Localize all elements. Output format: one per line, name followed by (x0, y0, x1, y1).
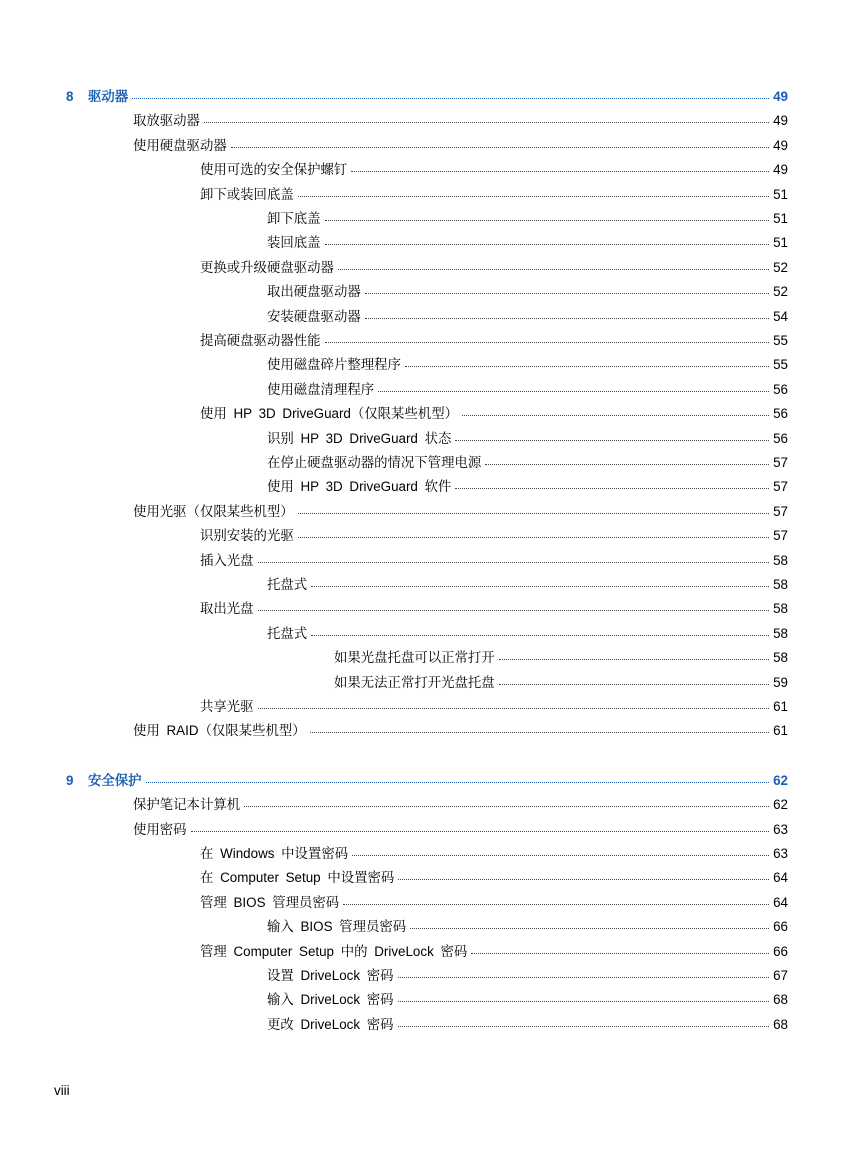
toc-entry[interactable] (0, 477, 788, 497)
toc-page-number: 49 (773, 89, 788, 104)
dot-leader (338, 268, 769, 270)
dot-leader (310, 731, 769, 733)
toc-entry[interactable] (0, 526, 788, 546)
dot-leader (191, 830, 770, 832)
toc-entry[interactable] (0, 575, 788, 595)
toc-page-number: 51 (773, 211, 788, 226)
toc-entry[interactable] (0, 136, 788, 156)
toc-page-number: 68 (773, 992, 788, 1008)
dot-leader (298, 195, 769, 197)
dot-leader (351, 170, 769, 172)
toc-entry-title: 管理 BIOS 管理员密码 (200, 894, 340, 910)
toc-entry[interactable] (0, 599, 788, 619)
dot-leader (311, 585, 769, 587)
toc-page-number: 58 (773, 601, 788, 617)
toc-entry-title: 如果光盘托盘可以正常打开 (334, 650, 495, 666)
toc-entry[interactable] (0, 502, 788, 522)
toc-entry-title: 管理 Computer Setup 中的 DriveLock 密码 (200, 943, 468, 959)
toc-entry-title: 取放驱动器 (133, 113, 200, 129)
toc-entry-title: 提高硬盘驱动器性能 (200, 333, 321, 348)
toc-page-number: 49 (773, 137, 788, 153)
toc-page-number: 64 (773, 870, 788, 886)
toc-entry[interactable] (0, 795, 788, 815)
toc-entry-title: 卸下底盖 (267, 211, 321, 226)
dot-leader (462, 414, 769, 416)
toc-entry-title: 安装硬盘驱动器 (267, 308, 361, 324)
dot-leader (311, 634, 769, 636)
dot-leader (485, 463, 769, 465)
toc-entry[interactable] (0, 673, 788, 693)
toc-page-number: 56 (773, 381, 788, 397)
toc-entry[interactable] (0, 721, 788, 741)
toc-entry[interactable] (0, 111, 788, 131)
toc-entry-title: 驱动器 (88, 89, 129, 104)
toc-page-number: 59 (773, 674, 788, 690)
dot-leader (398, 1025, 770, 1027)
toc-entry-title: 输入 BIOS 管理员密码 (267, 919, 407, 935)
toc-page-number: 58 (773, 577, 788, 592)
toc-entry[interactable] (0, 551, 788, 571)
toc-entry-title: 托盘式 (267, 577, 308, 592)
toc-entry-title: 使用磁盘碎片整理程序 (267, 357, 401, 373)
toc-page-number: 55 (773, 357, 788, 373)
toc-entry-title: 插入光盘 (200, 552, 254, 568)
dot-leader (499, 658, 769, 660)
toc-entry-title: 安全保护 (88, 772, 142, 788)
toc-chapter-number: 8 (66, 89, 74, 104)
toc-entry-title: 托盘式 (267, 625, 308, 641)
toc-page-number: 67 (773, 968, 788, 983)
dot-leader (204, 121, 769, 123)
toc-entry-title: 在 Computer Setup 中设置密码 (200, 870, 395, 886)
toc-page-number: 61 (773, 723, 788, 739)
dot-leader (258, 707, 770, 709)
dot-leader (455, 487, 769, 489)
toc-entry-title: 使用密码 (133, 821, 187, 837)
dot-leader (398, 976, 770, 978)
toc-entry-title: 使用 HP 3D DriveGuard（仅限某些机型） (200, 406, 459, 422)
toc-entry-title: 设置 DriveLock 密码 (267, 968, 394, 983)
toc-page-number: 64 (773, 894, 788, 910)
toc-entry[interactable] (0, 868, 788, 888)
dot-leader (499, 683, 769, 685)
dot-leader (352, 854, 769, 856)
toc-page-number: 63 (773, 846, 788, 861)
toc-entry-title: 更改 DriveLock 密码 (267, 1016, 394, 1032)
toc-entry[interactable] (0, 966, 788, 986)
toc-entry[interactable] (0, 697, 788, 717)
toc-entry[interactable] (0, 942, 788, 962)
toc-page-number: 57 (773, 479, 788, 495)
toc-page-number: 61 (773, 699, 788, 714)
toc-page-number: 66 (773, 943, 788, 959)
toc-entry-title: 装回底盖 (267, 235, 321, 251)
toc-page-number: 62 (773, 772, 788, 788)
dot-leader (146, 781, 770, 783)
dot-leader (398, 878, 769, 880)
toc-entry-title: 卸下或装回底盖 (200, 186, 294, 202)
toc-page-number: 51 (773, 235, 788, 251)
toc-entry[interactable] (0, 429, 788, 449)
toc-page-number: 52 (773, 284, 788, 300)
dot-leader (378, 390, 769, 392)
toc-entry-title: 识别安装的光驱 (200, 528, 294, 544)
toc-page-number: 55 (773, 333, 788, 348)
toc-entry[interactable] (0, 624, 788, 644)
toc-entry[interactable] (0, 233, 788, 253)
toc-page-number: 57 (773, 503, 788, 519)
dot-leader (298, 536, 769, 538)
toc-entry-title: 取出硬盘驱动器 (267, 284, 361, 300)
toc-chapter-number: 9 (66, 772, 74, 788)
toc-entry-title: 在 Windows 中设置密码 (200, 846, 349, 861)
toc-page-number: 52 (773, 259, 788, 275)
toc-page-number: 66 (773, 919, 788, 935)
dot-leader (132, 97, 769, 99)
toc-page-number: 58 (773, 650, 788, 666)
toc-page-number: 62 (773, 797, 788, 813)
toc-entry-title: 保护笔记本计算机 (133, 797, 241, 813)
toc-page-number: 63 (773, 821, 788, 837)
toc-page-number: 57 (773, 528, 788, 544)
toc-entry[interactable] (0, 331, 788, 351)
toc-entry-title: 使用 HP 3D DriveGuard 软件 (267, 479, 452, 495)
dot-leader (343, 903, 769, 905)
toc-page-number: 49 (773, 162, 788, 178)
dot-leader (365, 317, 769, 319)
toc-page-number: 68 (773, 1016, 788, 1032)
dot-leader (325, 219, 770, 221)
toc-entry-title: 使用光驱（仅限某些机型） (133, 503, 294, 519)
toc-entry-title: 输入 DriveLock 密码 (267, 992, 394, 1008)
toc-entry[interactable] (0, 648, 788, 668)
toc-entry[interactable] (0, 160, 788, 180)
toc-entry[interactable] (0, 990, 788, 1010)
toc-page-number: 58 (773, 625, 788, 641)
toc-entry[interactable] (0, 282, 788, 302)
toc-entry-title: 如果无法正常打开光盘托盘 (334, 674, 495, 690)
toc-entry[interactable] (0, 209, 788, 229)
dot-leader (410, 927, 769, 929)
dot-leader (365, 292, 769, 294)
dot-leader (325, 341, 770, 343)
toc-entry-title: 共享光驱 (200, 699, 254, 714)
dot-leader (258, 609, 770, 611)
toc-entry[interactable] (0, 893, 788, 913)
toc-page-number: 56 (773, 406, 788, 422)
dot-leader (231, 146, 769, 148)
toc-page-number: 54 (773, 308, 788, 324)
toc-page-number: 56 (773, 430, 788, 446)
toc-page-number: 49 (773, 113, 788, 129)
toc-entry[interactable] (0, 453, 788, 473)
toc-entry[interactable] (0, 404, 788, 424)
dot-leader (325, 243, 770, 245)
toc-entry[interactable] (0, 258, 788, 278)
toc-entry-title: 更换或升级硬盘驱动器 (200, 259, 334, 275)
toc-page-number: 57 (773, 455, 788, 470)
dot-leader (471, 952, 769, 954)
toc-entry[interactable] (0, 355, 788, 375)
toc-chapter-entry[interactable] (0, 87, 788, 107)
toc-entry[interactable] (0, 844, 788, 864)
page-number-footer: viii (54, 1083, 70, 1098)
toc-entry-title: 使用可选的安全保护螺钉 (200, 162, 348, 178)
toc-page-number: 51 (773, 186, 788, 202)
toc-entry[interactable] (0, 1015, 788, 1035)
dot-leader (405, 365, 769, 367)
toc-entry-title: 使用 RAID（仅限某些机型） (133, 723, 306, 739)
toc-entry[interactable] (0, 307, 788, 327)
toc-entry[interactable] (0, 380, 788, 400)
dot-leader (455, 439, 769, 441)
toc-entry[interactable] (0, 820, 788, 840)
dot-leader (398, 1000, 770, 1002)
toc-chapter-entry[interactable] (0, 771, 788, 791)
toc-entry[interactable] (0, 917, 788, 937)
toc-entry[interactable] (0, 185, 788, 205)
toc-entry-title: 取出光盘 (200, 601, 254, 617)
toc-page-number: 58 (773, 552, 788, 568)
toc-entry-title: 在停止硬盘驱动器的情况下管理电源 (267, 455, 482, 470)
dot-leader (258, 561, 770, 563)
dot-leader (244, 805, 769, 807)
toc-entry-title: 使用磁盘清理程序 (267, 381, 375, 397)
dot-leader (298, 512, 769, 514)
toc-entry-title: 识别 HP 3D DriveGuard 状态 (267, 430, 452, 446)
toc-entry-title: 使用硬盘驱动器 (133, 137, 227, 153)
